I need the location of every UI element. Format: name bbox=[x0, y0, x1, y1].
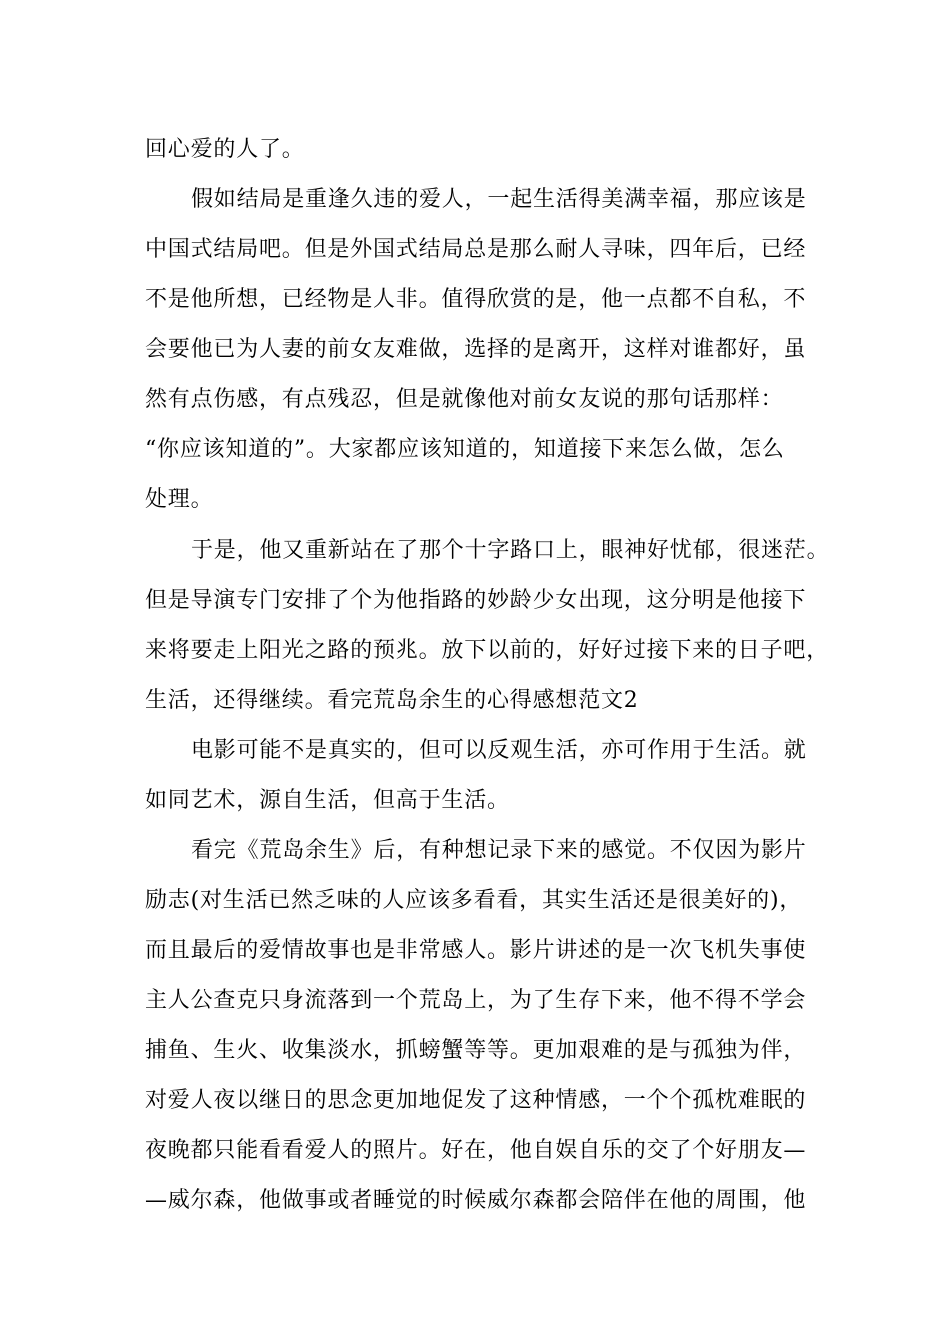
text-line: 假如结局是重逢久违的爱人，一起生活得美满幸福，那应该是 bbox=[191, 187, 807, 212]
text-line: 如同艺术，源自生活，但高于生活。 bbox=[145, 788, 510, 813]
text-line: 处理。 bbox=[145, 487, 214, 512]
text-line: 回心爱的人了。 bbox=[145, 137, 305, 162]
text-line: 励志(对生活已然乏味的人应该多看看，其实生活还是很美好的)， bbox=[145, 888, 803, 913]
text-line: 不是他所想，已经物是人非。值得欣赏的是，他一点都不自私，不 bbox=[145, 287, 807, 312]
text-line: —威尔森，他做事或者睡觉的时候威尔森都会陪伴在他的周围，他 bbox=[145, 1188, 807, 1213]
text-line: 对爱人夜以继日的思念更加地促发了这种情感，一个个孤枕难眠的 bbox=[145, 1088, 807, 1113]
text-line: 主人公查克只身流落到一个荒岛上，为了生存下来，他不得不学会 bbox=[145, 988, 807, 1013]
text-line: 于是，他又重新站在了那个十字路口上，眼神好忧郁，很迷茫。 bbox=[191, 538, 830, 563]
text-line: 而且最后的爱情故事也是非常感人。影片讲述的是一次飞机失事使 bbox=[145, 938, 807, 963]
text-line: 但是导演专门安排了个为他指路的妙龄少女出现，这分明是他接下 bbox=[145, 588, 807, 613]
text-line: 中国式结局吧。但是外国式结局总是那么耐人寻味，四年后，已经 bbox=[145, 237, 807, 262]
text-line: “你应该知道的”。大家都应该知道的，知道接下来怎么做，怎么 bbox=[145, 437, 785, 462]
text-line: 电影可能不是真实的，但可以反观生活，亦可作用于生活。就 bbox=[191, 738, 807, 763]
text-line: 看完《荒岛余生》后，有种想记录下来的感觉。不仅因为影片 bbox=[191, 838, 807, 863]
text-line: 来将要走上阳光之路的预兆。放下以前的，好好过接下来的日子吧， bbox=[145, 638, 830, 663]
text-line: 生活，还得继续。看完荒岛余生的心得感想范文2 bbox=[145, 688, 639, 713]
text-line: 捕鱼、生火、收集淡水，抓螃蟹等等。更加艰难的是与孤独为伴， bbox=[145, 1038, 807, 1063]
text-line: 会要他已为人妻的前女友难做，选择的是离开，这样对谁都好，虽 bbox=[145, 337, 807, 362]
text-line: 夜晚都只能看看爱人的照片。好在，他自娱自乐的交了个好朋友— bbox=[145, 1138, 807, 1163]
text-line: 然有点伤感，有点残忍，但是就像他对前女友说的那句话那样： bbox=[145, 387, 784, 412]
